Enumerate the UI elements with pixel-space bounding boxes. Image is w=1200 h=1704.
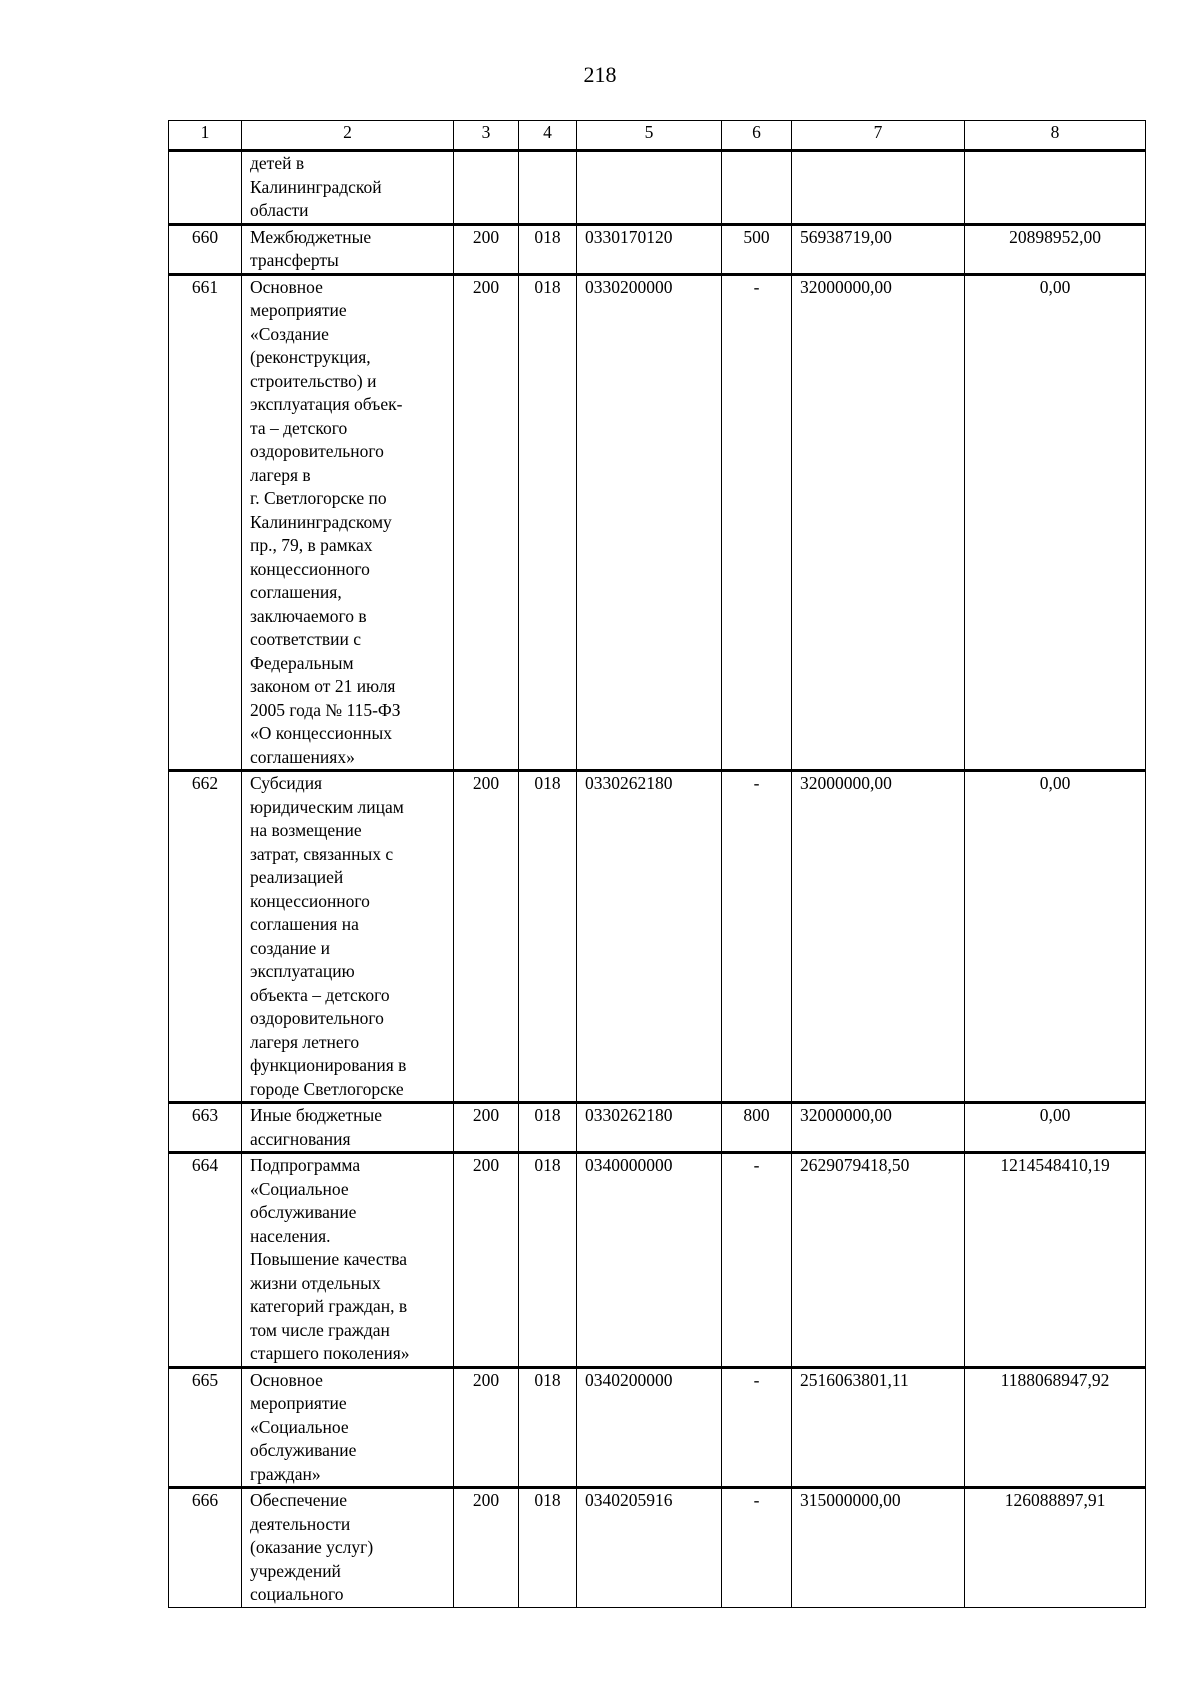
cell-col8: 0,00 [965,771,1146,1103]
row-name-cell: Межбюджетные трансферты [242,224,454,274]
row-number-cell: 666 [169,1488,242,1608]
cell-col6: - [722,771,792,1103]
cell-col8: 1188068947,92 [965,1367,1146,1488]
cell-col8: 126088897,91 [965,1488,1146,1608]
table-row [169,151,1146,225]
table-row [169,1153,1146,1368]
cell-col7: 56938719,00 [792,224,965,274]
row-name-cell: Иные бюджетные ассигнования [242,1103,454,1153]
header-cell: 8 [965,121,1146,151]
cell-col6: 500 [722,224,792,274]
cell-col6: - [722,1488,792,1608]
row-number-cell: 663 [169,1103,242,1153]
cell-col7: 2629079418,50 [792,1153,965,1368]
budget-table [168,120,1146,1608]
table-row [169,1367,1146,1488]
header-cell: 7 [792,121,965,151]
cell-col7 [792,151,965,225]
cell-col5: 0340000000 [577,1153,722,1368]
cell-col7: 315000000,00 [792,1488,965,1608]
header-cell: 3 [454,121,519,151]
header-cell: 2 [242,121,454,151]
table-row [169,1103,1146,1153]
cell-col4: 018 [519,1153,577,1368]
row-name-cell: детей в Калининградской области [242,151,454,225]
row-number-cell: 661 [169,274,242,771]
cell-col8 [965,151,1146,225]
table-header-row [169,121,1146,151]
row-name-cell: Обеспечение деятельности (оказание услуг) учреждений социального [242,1488,454,1608]
cell-col3: 200 [454,224,519,274]
header-cell: 1 [169,121,242,151]
table-row [169,1488,1146,1608]
cell-col3: 200 [454,1488,519,1608]
header-cell: 4 [519,121,577,151]
cell-col8: 20898952,00 [965,224,1146,274]
cell-col7: 32000000,00 [792,1103,965,1153]
cell-col8: 1214548410,19 [965,1153,1146,1368]
header-cell: 5 [577,121,722,151]
cell-col5: 0330262180 [577,771,722,1103]
cell-col3: 200 [454,274,519,771]
table-row [169,771,1146,1103]
cell-col4 [519,151,577,225]
cell-col7: 2516063801,11 [792,1367,965,1488]
cell-col4: 018 [519,1488,577,1608]
cell-col5: 0340200000 [577,1367,722,1488]
cell-col3 [454,151,519,225]
cell-col4: 018 [519,1103,577,1153]
cell-col3: 200 [454,1153,519,1368]
cell-col5 [577,151,722,225]
row-name-cell: Субсидия юридическим лицам на возмещение затрат, связанных с реализацией концессионного соглашения на создание и эксплуатацию объекта – детского оздоровительного лагеря летнего функционирования в городе Светлогорске [242,771,454,1103]
cell-col3: 200 [454,1367,519,1488]
cell-col7: 32000000,00 [792,771,965,1103]
row-number-cell: 660 [169,224,242,274]
table-row [169,224,1146,274]
row-name-cell: Основное мероприятие «Социальное обслуживание граждан» [242,1367,454,1488]
cell-col4: 018 [519,224,577,274]
cell-col6: - [722,1153,792,1368]
cell-col4: 018 [519,1367,577,1488]
cell-col8: 0,00 [965,274,1146,771]
cell-col5: 0340205916 [577,1488,722,1608]
cell-col5: 0330200000 [577,274,722,771]
cell-col4: 018 [519,274,577,771]
row-name-cell: Основное мероприятие «Создание (реконструкция, строительство) и эксплуатация объек- та – детского оздоровительного лагеря в г. Светлогорске по Калининградскому пр., 79, в рамках концессионного соглашения, заключаемого в соответствии с Федеральным законом от 21 июля 2005 года № 115-ФЗ «О концессионных соглашениях» [242,274,454,771]
cell-col3: 200 [454,1103,519,1153]
cell-col3: 200 [454,771,519,1103]
row-number-cell: 664 [169,1153,242,1368]
page-number: 218 [583,62,617,87]
cell-col8: 0,00 [965,1103,1146,1153]
row-number-cell: 662 [169,771,242,1103]
row-number-cell [169,151,242,225]
cell-col7: 32000000,00 [792,274,965,771]
cell-col6: - [722,1367,792,1488]
cell-col6 [722,151,792,225]
cell-col6: - [722,274,792,771]
table-row [169,274,1146,771]
row-number-cell: 665 [169,1367,242,1488]
row-name-cell: Подпрограмма «Социальное обслуживание населения. Повышение качества жизни отдельных категорий граждан, в том числе граждан старшего поколения» [242,1153,454,1368]
header-cell: 6 [722,121,792,151]
cell-col4: 018 [519,771,577,1103]
cell-col5: 0330262180 [577,1103,722,1153]
cell-col5: 0330170120 [577,224,722,274]
cell-col6: 800 [722,1103,792,1153]
